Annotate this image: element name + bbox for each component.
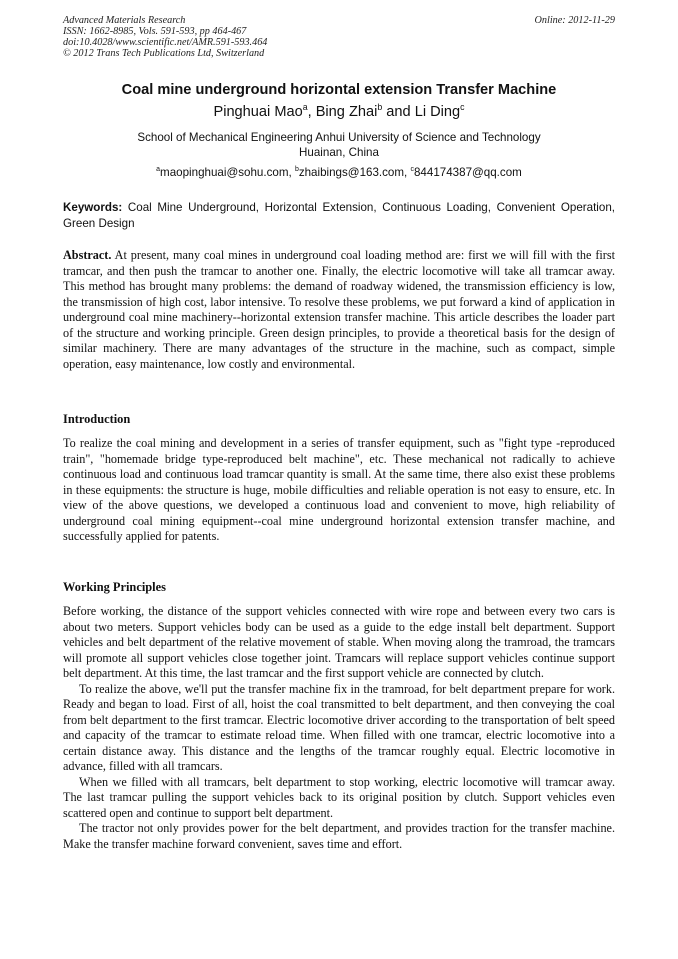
journal-header [63, 15, 615, 59]
author-emails [0, 165, 678, 181]
body-paragraph: When we filled with all tramcars, belt department to stop working, electric locomotive will tramcar away. The last tramcar pulling the support vehicles back to its original position by clutch. Support vehicles even scattered open and continue to support belt department. [63, 774, 615, 820]
author-conjunction: and [382, 104, 415, 120]
online-date: Online: 2012-11-29 [534, 15, 615, 26]
abstract [63, 248, 615, 372]
author-name: Pinghuai Mao [213, 104, 303, 120]
keywords-text: Coal Mine Underground, Horizontal Extension, Continuous Loading, Convenient Operation, Green Design [63, 201, 615, 230]
abstract-label: Abstract. [63, 248, 112, 262]
email-superscript: a [156, 166, 161, 174]
abstract-text: At present, many coal mines in underground coal loading method are: first we will fill with the first tramcar, and then push the tramcar to another one. Finally, the electric locomotive will take all tramcar away. This method has brought many problems: the demand of roadway widened, the transmission efficiency is low, the transmission of high cost, labor intensive. To resolve these problems, we put forward a kind of application in underground coal mine machinery--horizontal extension transfer machine. This article describes the loader part of the structure and working principle. Green design principles, to provide a theoretical basis for the design of similar machinery. There are many advantages of the structure in the machine, such as compact, simple operation, easy maintenance, low costly and environmental. [63, 248, 615, 371]
author-superscript: c [460, 102, 465, 113]
author-superscript: a [302, 102, 308, 113]
author-superscript: b [377, 102, 383, 113]
body-paragraph: To realize the above, we'll put the transfer machine fix in the tramroad, for belt department prepare for work. Ready and began to load. First of all, hoist the coal transmitted to belt department, and then conveying the coal from belt department to the first tramcar. Electric locomotive driver according to the transportation of belt speed and capacity of the tramcar to estimate reload time. When filled with one tramcar, electric locomotive into a certain distance away. This distance and the lengths of the tramcar roughly equal. Electric locomotive in advance, filled with all tramcars. [63, 681, 615, 773]
affiliation [90, 130, 588, 160]
paper-title: Coal mine underground horizontal extension Transfer Machine [121, 82, 557, 98]
section-heading-working-principles: Working Principles [63, 580, 166, 594]
affiliation-line: Huainan, China [299, 146, 379, 159]
copyright-line: © 2012 Trans Tech Publications Ltd, Switzerland [63, 48, 265, 59]
introduction-paragraph: To realize the coal mining and development in a series of transfer equipment, such as "fight type -reproduced train", "homemade bridge type-reproduced belt machine", etc. These mechanical not radically to achieve continuous load and continuous load tramcar quantity is small. At the same time, there also exist these problems in these equipments: the structure is huge, mobile difficulties and reliable operation is not easy to ensure, etc. In view of the above questions, we developed a continuous load and convenient to move, high reliability of underground coal mining equipment--coal mine underground horizontal extension transfer machine, and successfully applied for patents. [63, 436, 615, 543]
working-principles-body [63, 604, 615, 852]
author-list [0, 102, 678, 122]
section-heading-introduction: Introduction [63, 412, 131, 426]
journal-name: Advanced Materials Research [63, 15, 186, 26]
email-address: maopinghuai@sohu.com [160, 166, 289, 179]
email-superscript: b [294, 166, 299, 174]
keywords-label: Keywords: [63, 201, 123, 214]
doi-line: doi:10.4028/www.scientific.net/AMR.591-593.464 [63, 37, 268, 48]
author-name: Li Ding [414, 104, 461, 120]
author-name: Bing Zhai [315, 104, 378, 120]
email-separator: , [404, 166, 411, 179]
email-address: zhaibings@163.com [298, 166, 405, 179]
issn-line: ISSN: 1662-8985, Vols. 591-593, pp 464-467 [63, 26, 247, 37]
email-superscript: c [410, 166, 414, 174]
author-separator: , [307, 104, 316, 120]
email-address: 844174387@qq.com [413, 166, 522, 179]
email-separator: , [288, 166, 295, 179]
affiliation-line: School of Mechanical Engineering Anhui University of Science and Technology [137, 131, 541, 144]
keywords [63, 200, 615, 231]
body-paragraph: The tractor not only provides power for the belt department, and provides traction for the transfer machine. Make the transfer machine forward convenient, saves time and effort. [63, 821, 615, 851]
body-paragraph: Before working, the distance of the support vehicles connected with wire rope and between every two cars is about two meters. Support vehicles body can be used as a guide to the edge install belt department. Support vehicles and belt department of the relative movement of stable. When moving along the tramroad, the tramcars will promote all support vehicles close together joint. Tramcars will replace support vehicles continue support belt department. At this time, the last tramcar and the first support vehicle are connected by clutch. [63, 604, 615, 680]
